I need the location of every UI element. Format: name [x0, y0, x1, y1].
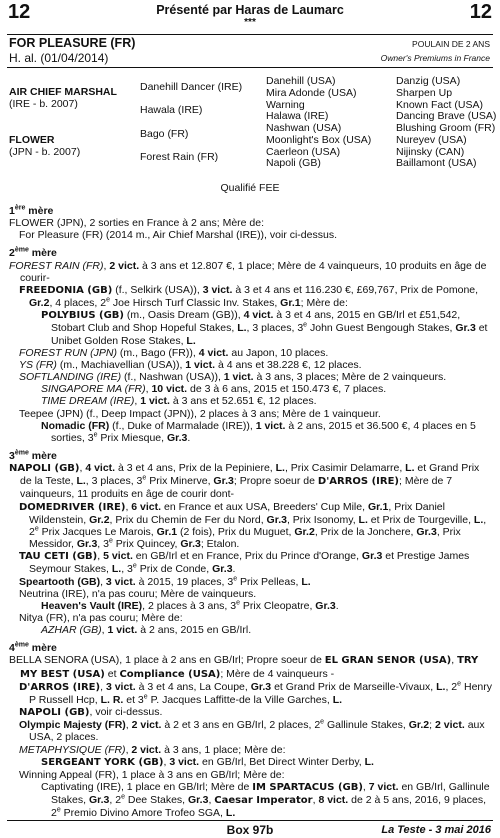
produce-captivating: Captivating (IRE), 1 place en GB/Irl; Mère de IM SPARTACUS (GB), 7 vict. en GB/Irl, Gallinule Stakes, Gr.3, 2e Dee Stakes, Gr.3, Caesar Imperator, 8 vict. de 2 à 5 ans, 2016, 9 places, 2e Premio Divino Amore Trofeo SGA, L.: [41, 781, 490, 820]
produce-sergeant-york: SERGEANT YORK (GB), 3 vict. en GB/Irl, Bet Direct Winter Derby, L.: [41, 755, 374, 768]
sire-name: AIR CHIEF MARSHAL: [9, 86, 117, 98]
pedigree-g1-3: Forest Rain (FR): [140, 151, 219, 163]
produce-metaphysique: METAPHYSIQUE (FR), 2 vict. à 3 ans, 1 place; Mère de:: [19, 743, 286, 756]
catalogue-body: [9, 205, 492, 820]
produce-winning-appeal: Winning Appeal (FR), 1 place à 3 ans en GB/Irl; Mère de:: [19, 768, 285, 781]
produce-singapore-ma: SINGAPORE MA (FR), 10 vict. de 3 à 6 ans, 2015 et 150.473 €, 7 places.: [41, 383, 387, 396]
produce-tau-ceti: TAU CETI (GB), 5 vict. en GB/Irl et en France, Prix du Prince d'Orange, Gr.3 et Prestige James Seymour Stakes, L., 3e Prix de Conde, Gr.3.: [19, 550, 470, 576]
lot-number-right: 12: [469, 1, 492, 23]
dam-details: (JPN - b. 2007): [9, 146, 81, 158]
produce-nitya: Nitya (FR), n'a pas couru; Mère de:: [19, 612, 183, 624]
pedigree-g1-1: Hawala (IRE): [140, 104, 203, 116]
divider: [7, 34, 493, 35]
pedigree-g2-0: Danehill (USA): [266, 75, 336, 87]
divider: [7, 67, 493, 68]
horse-sex-age: POULAIN DE 2 ANS: [412, 39, 490, 49]
produce-polybius: POLYBIUS (GB) (m., Oasis Dream (GB)), 4 vict. à 3 et 4 ans, 2015 en GB/Irl et £51,542, Stobart Club and Shop Hopeful Stakes, L., 3 places, 3e John Guest Bengough Stakes, Gr.3 et Unibet Golden Rose Stakes, L.: [41, 309, 488, 347]
qualification: Qualifié FEE: [220, 182, 280, 194]
produce-nomadic: Nomadic (FR) (f., Duke of Marmalade (IRE)), 1 vict. à 2 ans, 2015 et 36.500 €, 4 places en 5 sorties, 3e Prix Miesque, Gr.3.: [41, 419, 476, 444]
pedigree-g3-7: Baillamont (USA): [396, 157, 477, 169]
presenter: Présenté par Haras de Laumarc: [156, 3, 344, 17]
third-dam-paragraph: NAPOLI (GB), 4 vict. à 3 et 4 ans, Prix de la Pepiniere, L., Prix Casimir Delamarre, L. et Grand Prix de la Teste, L., 3 places, 3e Prix Minerve, Gr.3; Propre soeur de D'ARROS (IRE); Mère de 7 vainqueurs, 11 produits en âge de courir dont-: [9, 462, 480, 501]
lot-number-left: 12: [8, 1, 31, 23]
footer-divider: [7, 820, 493, 821]
produce-softlanding: SOFTLANDING (IRE) (f., Nashwan (USA)), 1 vict. à 3 ans, 3 places; Mère de 2 vainqueurs.: [19, 371, 447, 384]
pedigree-g3-0: Danzig (USA): [396, 75, 461, 87]
produce-azhar: AZHAR (GB), 1 vict. à 2 ans, 2015 en GB/Irl.: [41, 624, 252, 637]
pedigree-g3-1: Sharpen Up: [396, 87, 453, 99]
first-dam-produce: For Pleasure (FR) (2014 m., Air Chief Marshal (IRE)), voir ci-dessus.: [19, 229, 337, 242]
fourth-dam-paragraph: BELLA SENORA (USA), 1 place à 2 ans en GB/Irl; Propre soeur de EL GRAN SENOR (USA), TRY MY BEST (USA) et Compliance (USA); Mère de 4 vainqueurs -: [9, 654, 479, 680]
owners-premiums: Owner's Premiums in France: [380, 53, 490, 63]
pedigree-g2-5: Moonlight's Box (USA): [266, 134, 372, 146]
pedigree-g1-0: Danehill Dancer (IRE): [140, 81, 243, 93]
pedigree-g3-3: Dancing Brave (USA): [396, 110, 497, 122]
pedigree-g2-2: Warning: [266, 99, 305, 111]
section-heading-2: 2ème mère: [9, 246, 57, 260]
produce-heavens-vault: Heaven's Vault (IRE), 2 places à 3 ans, 3e Prix Cleopatre, Gr.3.: [41, 599, 339, 612]
pedigree-g2-3: Halawa (IRE): [266, 110, 329, 122]
produce-neutrina: Neutrina (IRE), n'a pas couru; Mère de vainqueurs.: [19, 587, 257, 600]
first-dam-paragraph: FLOWER (JPN), 2 sorties en France à 2 ans; Mère de:: [9, 217, 265, 230]
produce-forest-rain-jpn: FOREST RUN (JPN) (m., Bago (FR)), 4 vict. au Japon, 10 places.: [19, 346, 329, 359]
produce-time-dream: TIME DREAM (IRE), 1 vict. à 3 ans et 52.651 €, 12 places.: [41, 395, 317, 408]
produce-olympic-majesty: Olympic Majesty (FR), 2 vict. à 2 et 3 ans en GB/Irl, 2 places, 2e Gallinule Stakes, Gr.2; 2 vict. aux USA, 2 places.: [19, 718, 485, 744]
second-dam-paragraph: FOREST RAIN (FR), 2 vict. à 3 ans et 12.807 €, 1 place; Mère de 4 vainqueurs, 10 produits en âge de courir-: [9, 259, 487, 284]
pedigree-g2-4: Nashwan (USA): [266, 122, 342, 134]
pedigree-g2-6: Caerleon (USA): [266, 146, 341, 158]
section-heading-1: 1ère mère: [9, 204, 54, 217]
pedigree-g3-4: Blushing Groom (FR): [396, 122, 496, 134]
horse-description: H. al. (01/04/2014): [9, 51, 109, 65]
pedigree-g1-2: Bago (FR): [140, 128, 189, 140]
pedigree-g3-6: Nijinsky (CAN): [396, 146, 465, 158]
section-heading-4: 4ème mère: [9, 641, 57, 655]
sire-details: (IRE - b. 2007): [9, 98, 78, 110]
dam-name: FLOWER: [9, 134, 55, 146]
pedigree-g3-5: Nureyev (USA): [396, 134, 467, 146]
produce-freedonia: FREEDONIA (GB) (f., Selkirk (USA)), 3 vict. à 3 et 4 ans et 116.230 €, £69,767, Prix de Pomone, Gr.2, 4 places, 2e Joe Hirsch Turf Classic Inv. Stakes, Gr.1; Mère de:: [19, 283, 479, 310]
produce-ys: YS (FR) (m., Machiavellian (USA)), 1 vict. à 4 ans et 38.228 €, 12 places.: [19, 358, 362, 371]
pedigree-g3-2: Known Fact (USA): [396, 99, 483, 111]
stars: ***: [244, 17, 256, 28]
pedigree-g2-1: Mira Adonde (USA): [266, 87, 357, 99]
produce-napoli: NAPOLI (GB), voir ci-dessus.: [19, 706, 163, 719]
produce-darros: D'ARROS (IRE), 3 vict. à 3 et 4 ans, La Coupe, Gr.3 et Grand Prix de Marseille-Vivaux, L., 2e Henry P Russell Hcp, L. R. et 3e P. Jacques Laffitte-de la Ville Garches, L.: [19, 680, 492, 706]
horse-name: FOR PLEASURE (FR): [9, 36, 136, 50]
sale-place-date: La Teste - 3 mai 2016: [381, 824, 491, 836]
box-number: Box 97b: [226, 823, 274, 837]
produce-teepee: Teepee (JPN) (f., Deep Impact (JPN)), 2 places à 3 ans; Mère de 1 vainqueur.: [19, 407, 381, 420]
pedigree-g2-7: Napoli (GB): [266, 157, 321, 169]
produce-domedriver: DOMEDRIVER (IRE), 6 vict. en France et aux USA, Breeders' Cup Mile, Gr.1, Prix Daniel Wildenstein, Gr.2, Prix du Chemin de Fer du Nord, Gr.3, Prix Isonomy, L. et Prix de Tourgeville, L., 2e Prix Jacques Le Marois, Gr.1 (2 fois), Prix du Muguet, Gr.2, Prix de la Jonchere, Gr.3, Prix Messidor, Gr.3, 3e Prix Quincey, Gr.3; Etalon.: [19, 500, 487, 551]
section-heading-3: 3ème mère: [9, 449, 57, 462]
produce-speartooth: Speartooth (GB), 3 vict. à 2015, 19 places, 3e Prix Pelleas, L.: [19, 575, 311, 588]
